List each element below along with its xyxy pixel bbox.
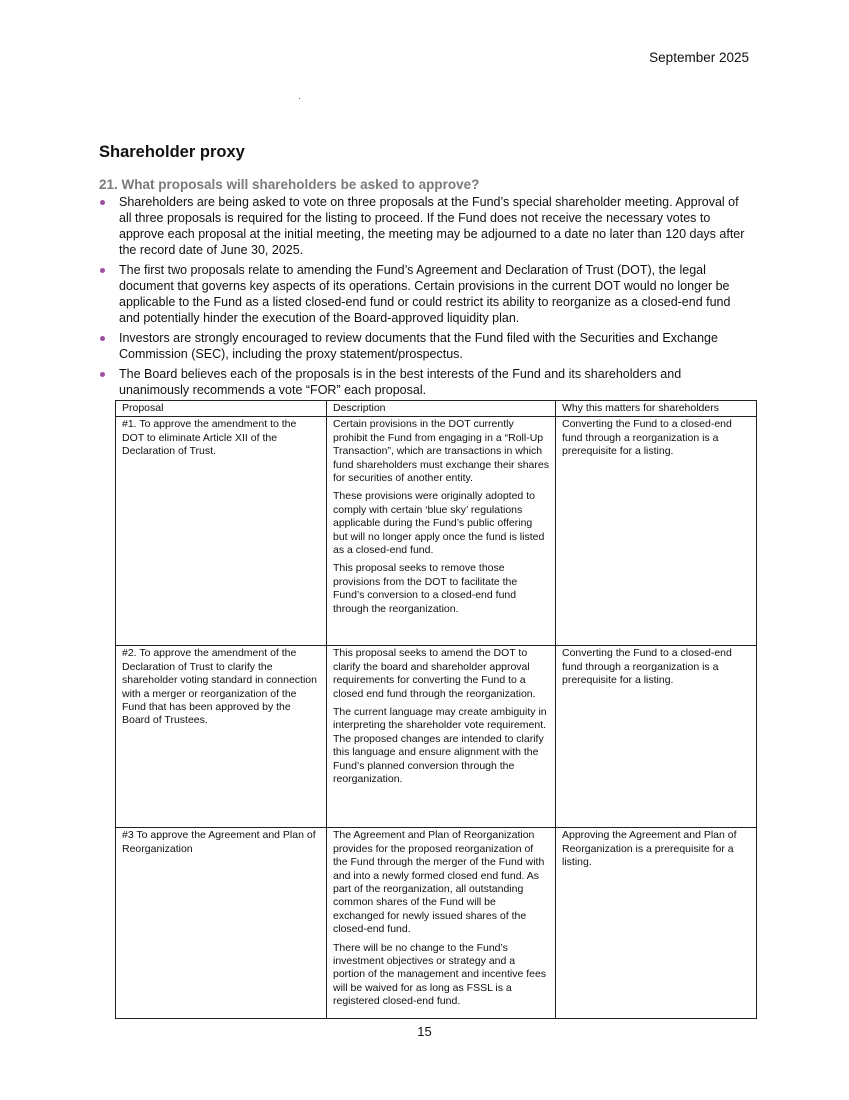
bullet-text: The first two proposals relate to amending the Fund’s Agreement and Declaration of Trust (DOT), the legal document that governs key aspects of its operations. Certain provisions in the current DOT would no longer be applicable to the Fund as a listed closed-end fund or could restrict its ability to reorganize as a closed-end fund and potentially hinder the execution of the Board-approved liquidity plan. <box>119 263 731 325</box>
bullet-dot-icon <box>100 336 105 341</box>
description-cell <box>327 828 556 1019</box>
bullet-dot-icon <box>100 372 105 377</box>
bullet-dot-icon <box>100 200 105 205</box>
table-row <box>116 417 757 646</box>
bullet-item <box>99 366 749 398</box>
proposal-cell: #3 To approve the Agreement and Plan of Reorganization <box>116 828 327 1019</box>
table-header-row <box>116 401 757 417</box>
proposal-cell: #2. To approve the amendment of the Declaration of Trust to clarify the shareholder voting standard in connection with a merger or reorganization of the Fund that has been approved by the Board of Trustees. <box>116 646 327 828</box>
bullet-dot-icon <box>100 268 105 273</box>
date-header: September 2025 <box>649 50 749 65</box>
bullet-item <box>99 194 749 258</box>
description-paragraph: There will be no change to the Fund’s investment objectives or strategy and a portion of the management and incentive fees will be waived for as long as FSSL is a registered closed-end fund. <box>333 941 547 1008</box>
proposals-table <box>115 400 757 1019</box>
proposal-cell: #1. To approve the amendment to the DOT to eliminate Article XII of the Declaration of Trust. <box>116 417 327 646</box>
why-cell: Converting the Fund to a closed-end fund through a reorganization is a prerequisite for a listing. <box>556 417 757 646</box>
stray-dot <box>299 98 300 99</box>
bullet-item <box>99 262 749 326</box>
bullet-text: The Board believes each of the proposals is in the best interests of the Fund and its shareholders and unanimously recommends a vote “FOR” each proposal. <box>119 367 682 397</box>
header-description: Description <box>327 401 556 417</box>
table-row <box>116 646 757 828</box>
description-paragraph: Certain provisions in the DOT currently prohibit the Fund from engaging in a “Roll-Up Transaction”, which are transactions in which fund shareholders must exchange their shares for securities of another entity. <box>333 418 549 485</box>
bullet-item <box>99 330 749 362</box>
bullet-text: Investors are strongly encouraged to review documents that the Fund filed with the Securities and Exchange Commission (SEC), including the proxy statement/prospectus. <box>119 331 718 361</box>
description-paragraph: This proposal seeks to remove those provisions from the DOT to facilitate the Fund’s conversion to a closed-end fund through the reorganization. <box>333 562 518 615</box>
bullet-text: Shareholders are being asked to vote on three proposals at the Fund’s special shareholder meeting. Approval of all three proposals is required for the listing to proceed. If the Fund does not receive the necessary votes to approve each proposal at the initial meeting, the meeting may be adjourned to a date no later than 120 days after the record date of June 30, 2025. <box>119 195 745 257</box>
description-cell <box>327 417 556 646</box>
bullet-list <box>99 194 749 402</box>
table-row <box>116 828 757 1019</box>
question-heading: 21. What proposals will shareholders be asked to approve? <box>99 177 480 192</box>
description-paragraph: The current language may create ambiguity in interpreting the shareholder vote requirement. The proposed changes are intended to clarify this language and ensure alignment with the Fund’s planned conversion through the reorganization. <box>333 706 547 786</box>
description-cell <box>327 646 556 828</box>
section-title: Shareholder proxy <box>99 143 245 161</box>
header-why: Why this matters for shareholders <box>556 401 757 417</box>
description-paragraph: The Agreement and Plan of Reorganization provides for the proposed reorganization of the Fund through the merger of the Fund with and into a newly formed closed end fund. As part of the reorganization, all outstanding common shares of the Fund will be exchanged for newly issued shares of the closed-end fund. <box>333 829 545 936</box>
description-paragraph: These provisions were originally adopted to comply with certain ‘blue sky’ regulations applicable during the Fund’s public offering but will no longer apply once the fund is listed as a closed-end fund. <box>333 490 545 557</box>
why-cell: Converting the Fund to a closed-end fund through a reorganization is a prerequisite for a listing. <box>556 646 757 828</box>
page-number: 15 <box>417 1024 432 1039</box>
description-paragraph: This proposal seeks to amend the DOT to clarify the board and shareholder approval requirements for converting the Fund to a closed end fund through the reorganization. <box>333 647 536 700</box>
why-cell: Approving the Agreement and Plan of Reorganization is a prerequisite for a listing. <box>556 828 757 1019</box>
header-proposal: Proposal <box>116 401 327 417</box>
